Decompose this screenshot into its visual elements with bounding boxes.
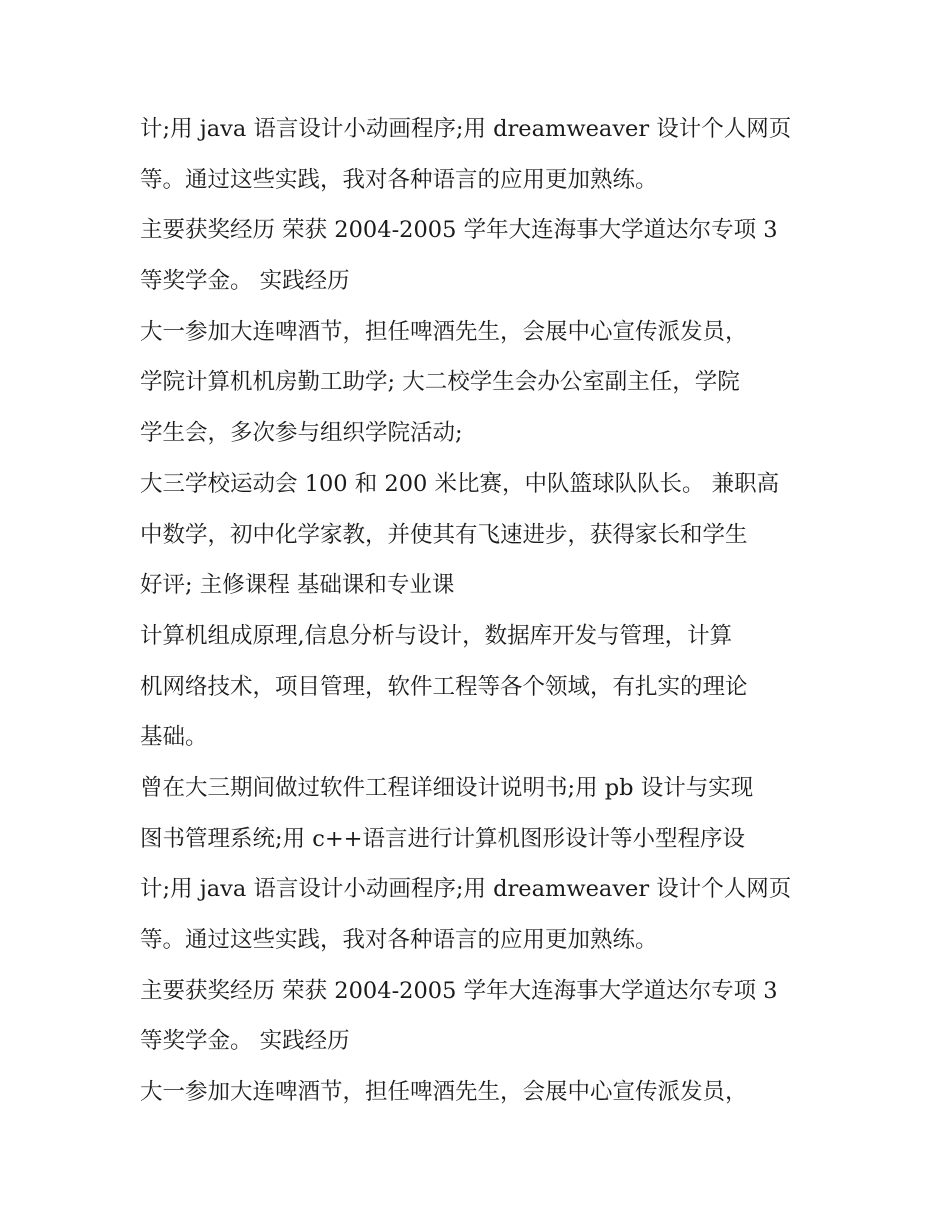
text-line: 大一参加大连啤酒节，担任啤酒先生，会展中心宣传派发员， [140,1079,748,1106]
text-line: 机网络技术，项目管理，软件工程等各个领域，有扎实的理论 [140,673,748,700]
text-line: 中数学，初中化学家教，并使其有飞速进步，获得家长和学生 [140,521,748,548]
text-line: 计;用 java 语言设计小动画程序;用 dreamweaver 设计个人网页 [140,116,792,142]
text-line: 学院计算机机房勤工助学; 大二校学生会办公室副主任，学院 [140,369,740,396]
body-text [140,104,820,1118]
text-line: 等奖学金。 实践经历 [140,268,350,295]
text-line: 基础。 [140,724,208,751]
text-line: 好评; 主修课程 基础课和专业课 [140,572,455,599]
text-line: 大一参加大连啤酒节，担任啤酒先生，会展中心宣传派发员， [140,318,748,345]
text-line: 曾在大三期间做过软件工程详细设计说明书;用 pb 设计与实现 [140,774,754,801]
text-line: 主要获奖经历 荣获 2004-2005 学年大连海事大学道达尔专项 3 [140,977,778,1004]
text-line: 计;用 java 语言设计小动画程序;用 dreamweaver 设计个人网页 [140,876,792,903]
text-line: 学生会，多次参与组织学院活动; [140,420,463,447]
text-line: 图书管理系统;用 c++语言进行计算机图形设计等小型程序设 [140,825,746,852]
text-line: 大三学校运动会 100 和 200 米比赛，中队篮球队队长。 兼职高 [140,470,780,497]
text-line: 主要获奖经历 荣获 2004-2005 学年大连海事大学道达尔专项 3 [140,217,778,244]
text-line: 计算机组成原理,信息分析与设计，数据库开发与管理，计算 [140,622,733,649]
text-line: 等。通过这些实践，我对各种语言的应用更加熟练。 [140,927,658,953]
text-line: 等。通过这些实践，我对各种语言的应用更加熟练。 [140,166,658,193]
text-line: 等奖学金。 实践经历 [140,1028,350,1055]
